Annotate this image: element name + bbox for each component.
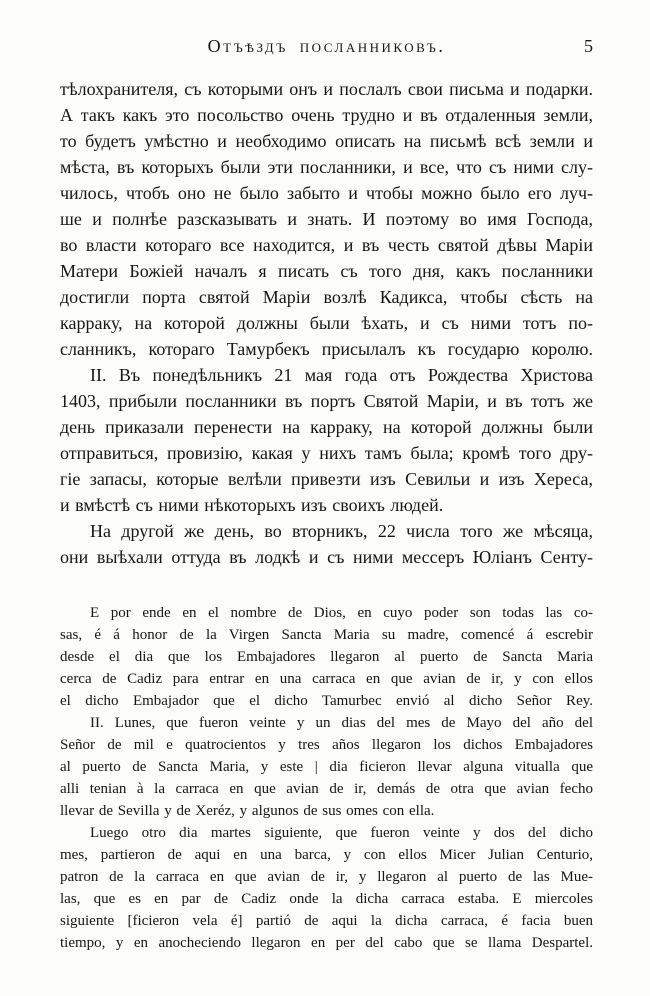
- text-line: гіе запасы, которые велѣли привезти изъ Севильи и изъ Хереса,: [60, 469, 593, 489]
- text-line: отправиться, провизію, какая у нихъ тамъ была; кромѣ того дру-: [60, 443, 593, 463]
- text-line: ше и полнѣе разсказывать и знать. И поэтому во имя Господа,: [60, 209, 593, 229]
- text-line: 1403, прибыли посланники въ портъ Святой Маріи, и въ тотъ же: [60, 391, 593, 411]
- text-line: во власти котораго все находится, и въ честь святой дѣвы Маріи: [60, 235, 593, 255]
- text-line: patron de la carraca en que avian de ir, y llegaron al puerto de las Mue-: [60, 869, 593, 885]
- text-line: cerca de Cadiz para entrar en una carraca en que avian de ir, y con ellos: [60, 671, 593, 687]
- spanish-original-block: [60, 602, 593, 954]
- text-line-paragraph-start: Luego otro dia martes siguiente, que fueron veinte y dos del dicho: [90, 825, 593, 841]
- text-line: sas, é á honor de la Virgen Sancta Maria su madre, comencé á escrebir: [60, 627, 593, 643]
- text-line: las, que es en par de Cadiz onde la dicha carraca estaba. E miercoles: [60, 891, 593, 907]
- text-line-paragraph-start: II. Lunes, que fueron veinte y un dias del mes de Mayo del año del: [90, 715, 593, 731]
- text-line: siguiente [ficieron vela é] partió de aqui la dicha carraca, é facia buen: [60, 913, 593, 929]
- text-line: А такъ какъ это посольство очень трудно и въ отдаленныя земли,: [60, 105, 593, 125]
- text-line: alli tenian à la carraca en que avian de ir, demás de otra que avian fecho: [60, 781, 593, 797]
- text-line: день приказали перенести на карраку, на которой должны были: [60, 417, 593, 437]
- chapter-header: Отъѣздъ посланниковъ.: [207, 36, 446, 56]
- text-line: tiempo, y en anocheciendo llegaron en per del cabo que se llama Despartel.: [60, 935, 593, 951]
- running-head: [60, 36, 593, 60]
- text-line: mes, partieron de aqui en una barca, y con ellos Micer Julian Centurio,: [60, 847, 593, 863]
- text-line: desde el dia que los Embajadores llegaron al puerto de Sancta Maria: [60, 649, 593, 665]
- text-line: карраку, на которой должны были ѣхать, и съ ними тотъ по-: [60, 313, 593, 333]
- text-line-paragraph-start: E por ende en el nombre de Dios, en cuyo poder son todas las co-: [90, 605, 593, 621]
- text-line-paragraph-end: и вмѣстѣ съ ними нѣкоторыхъ изъ своихъ людей.: [60, 495, 444, 515]
- text-line: el dicho Embajador que el dicho Tamurbec envió al dicho Señor Rey.: [60, 693, 593, 709]
- text-line-paragraph-start: На другой же день, во вторникъ, 22 числа того же мѣсяца,: [90, 521, 593, 541]
- text-line: Señor de mil e quatrocientos y tres años llegaron los dichos Embajadores: [60, 737, 593, 753]
- text-line: то будетъ умѣстно и необходимо описать на письмѣ всѣ земли и: [60, 131, 593, 151]
- text-line-paragraph-end: llevar de Sevilla y de Xeréz, y algunos de sus omes con ella.: [60, 803, 435, 819]
- russian-translation-block: [60, 76, 593, 570]
- text-line: сланникъ, котораго Тамурбекъ присылалъ къ государю королю.: [60, 339, 593, 359]
- text-line: достигли порта святой Маріи возлѣ Кадикса, чтобы сѣсть на: [60, 287, 593, 307]
- text-line: al puerto de Sancta Maria, y este | dia ficieron llevar alguna vitualla que: [60, 759, 593, 775]
- text-line-paragraph-start: II. Въ понедѣльникъ 21 мая года отъ Рождества Христова: [90, 365, 593, 385]
- text-line: тѣлохранителя, съ которыми онъ и послалъ свои письма и подарки.: [60, 79, 593, 99]
- text-line: Матери Божіей началъ я писать съ того дня, какъ посланники: [60, 261, 593, 281]
- text-line: мѣста, въ которыхъ были эти посланники, и все, что съ ними слу-: [60, 157, 593, 177]
- text-line: чилось, чтобъ оно не было забыто и чтобы можно было его луч-: [60, 183, 593, 203]
- text-line: они выѣхали оттуда въ лодкѣ и съ ними мессеръ Юліанъ Сенту-: [60, 547, 593, 567]
- page-number: 5: [584, 36, 593, 56]
